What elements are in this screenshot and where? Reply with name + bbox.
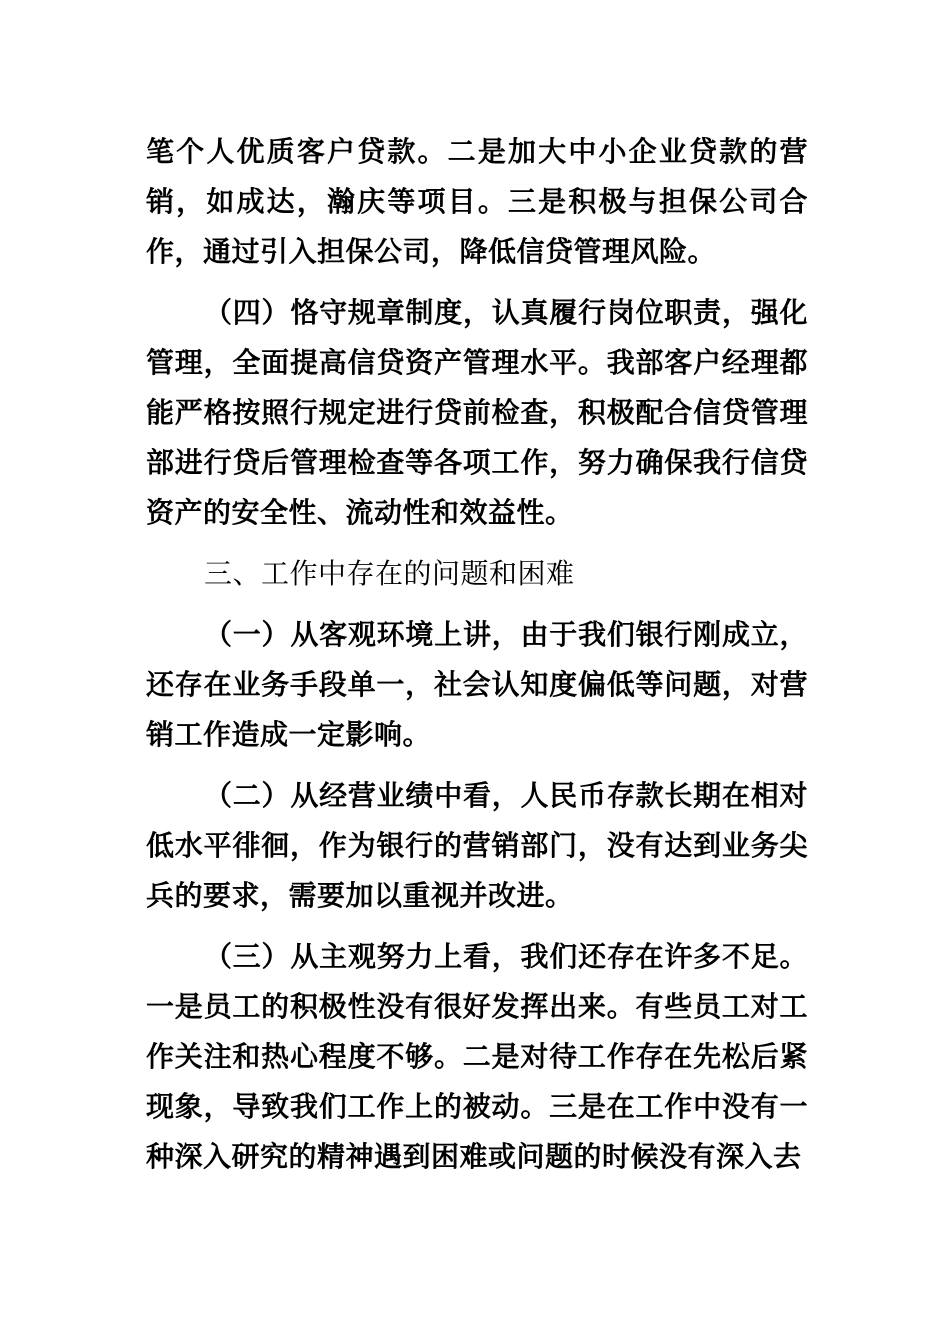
paragraph-problem-1: （一）从客观环境上讲，由于我们银行刚成立，还存在业务手段单一，社会认知度偏低等问题，对营销工作造成一定影响。 bbox=[146, 618, 808, 751]
document-body bbox=[146, 127, 808, 1193]
paragraph-section-4: （四）恪守规章制度，认真履行岗位职责，强化管理，全面提高信贷资产管理水平。我部客户经理都能严格按照行规定进行贷前检查，积极配合信贷管理部进行贷后管理检查等各项工作，努力确保我行信贷资产的安全性、流动性和效益性。 bbox=[146, 296, 808, 529]
paragraph-continued: 笔个人优质客户贷款。二是加大中小企业贷款的营销，如成达，瀚庆等项目。三是积极与担保公司合作，通过引入担保公司，降低信贷管理风险。 bbox=[146, 135, 808, 268]
paragraph-problem-2: （二）从经营业绩中看，人民币存款长期在相对低水平徘徊，作为银行的营销部门，没有达到业务尖兵的要求，需要加以重视并改进。 bbox=[146, 779, 808, 912]
section-heading-3: 三、工作中存在的问题和困难 bbox=[204, 557, 575, 590]
paragraph-problem-3: （三）从主观努力上看，我们还存在许多不足。一是员工的积极性没有很好发挥出来。有些员工对工作关注和热心程度不够。二是对待工作存在先松后紧现象，导致我们工作上的被动。三是在工作中没有一种深入研究的精神遇到困难或问题的时候没有深入去 bbox=[146, 940, 808, 1173]
